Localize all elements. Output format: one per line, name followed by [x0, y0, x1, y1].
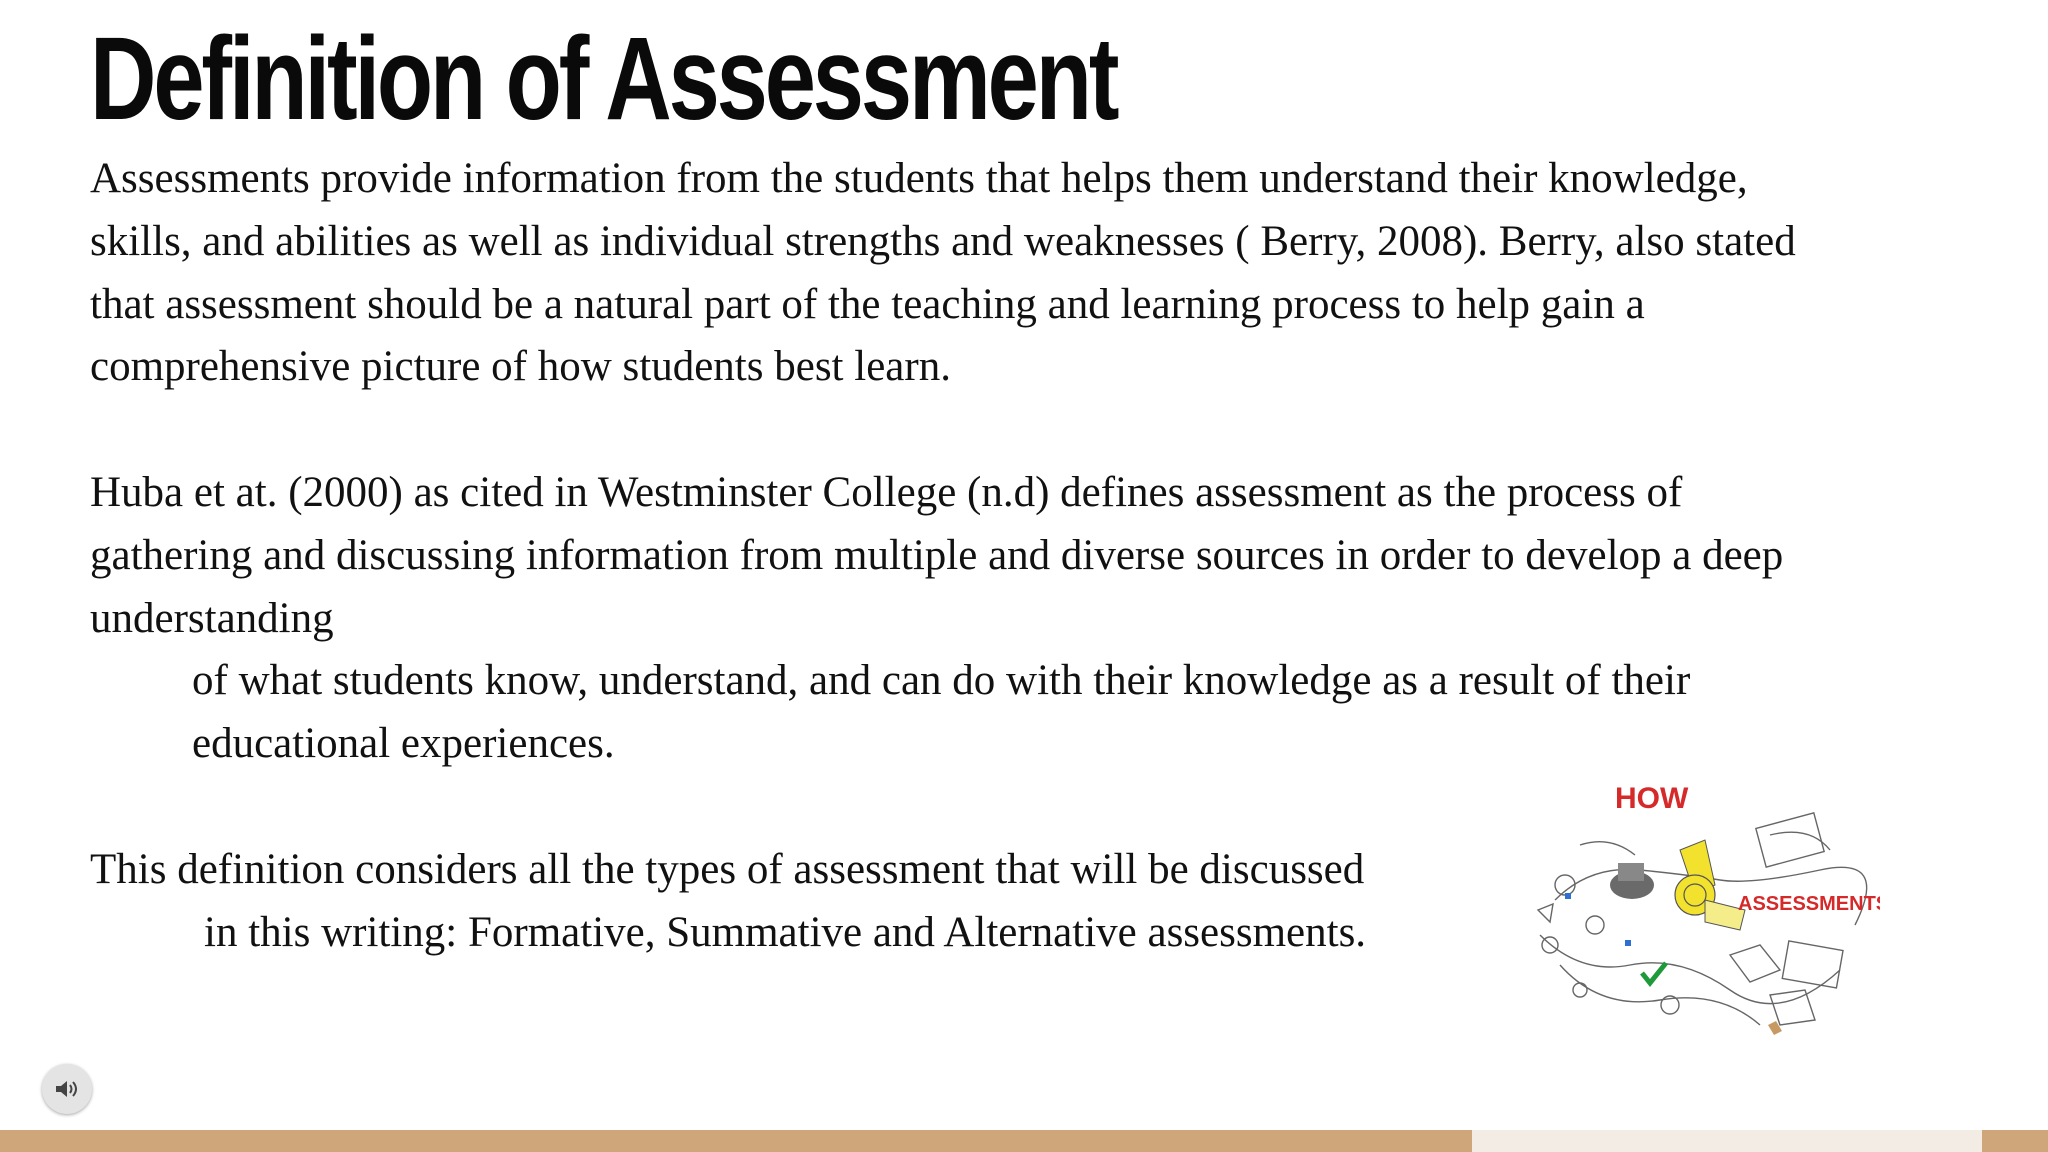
paragraph-line: Huba et at. (2000) as cited in Westminster College (n.d) defines assessment as the process of: [90, 468, 1683, 516]
paragraph-line: comprehensive picture of how students best learn.: [90, 343, 951, 391]
speaker-icon: [54, 1078, 80, 1100]
paragraph-line: gathering and discussing information from multiple and diverse sources in order to develop a deep: [90, 531, 1784, 579]
paragraph-line: educational experiences.: [192, 720, 615, 768]
illustration-heading: HOW: [1615, 782, 1689, 815]
paragraph-line: understanding: [90, 594, 334, 642]
audio-button[interactable]: [42, 1064, 92, 1114]
paragraph-line: This definition considers all the types of assessment that will be discussed: [90, 845, 1365, 893]
assessment-sketch-illustration: [1520, 775, 1880, 1050]
paragraph-line: skills, and abilities as well as individual strengths and weaknesses ( Berry, 2008). Berry, also stated: [90, 217, 1796, 265]
slide-title: Definition of Assessment: [90, 13, 1117, 145]
illustration-label: ASSESSMENTS: [1738, 893, 1880, 915]
bottom-panel: [1472, 1130, 1982, 1152]
paragraph-line: in this writing: Formative, Summative and Alternative assessments.: [204, 908, 1367, 956]
paragraph-line: of what students know, understand, and can do with their knowledge as a result of their: [192, 657, 1691, 705]
paragraph-line: that assessment should be a natural part of the teaching and learning process to help gain a: [90, 280, 1645, 328]
paragraph-line: Assessments provide information from the students that helps them understand their knowledge,: [90, 155, 1748, 202]
